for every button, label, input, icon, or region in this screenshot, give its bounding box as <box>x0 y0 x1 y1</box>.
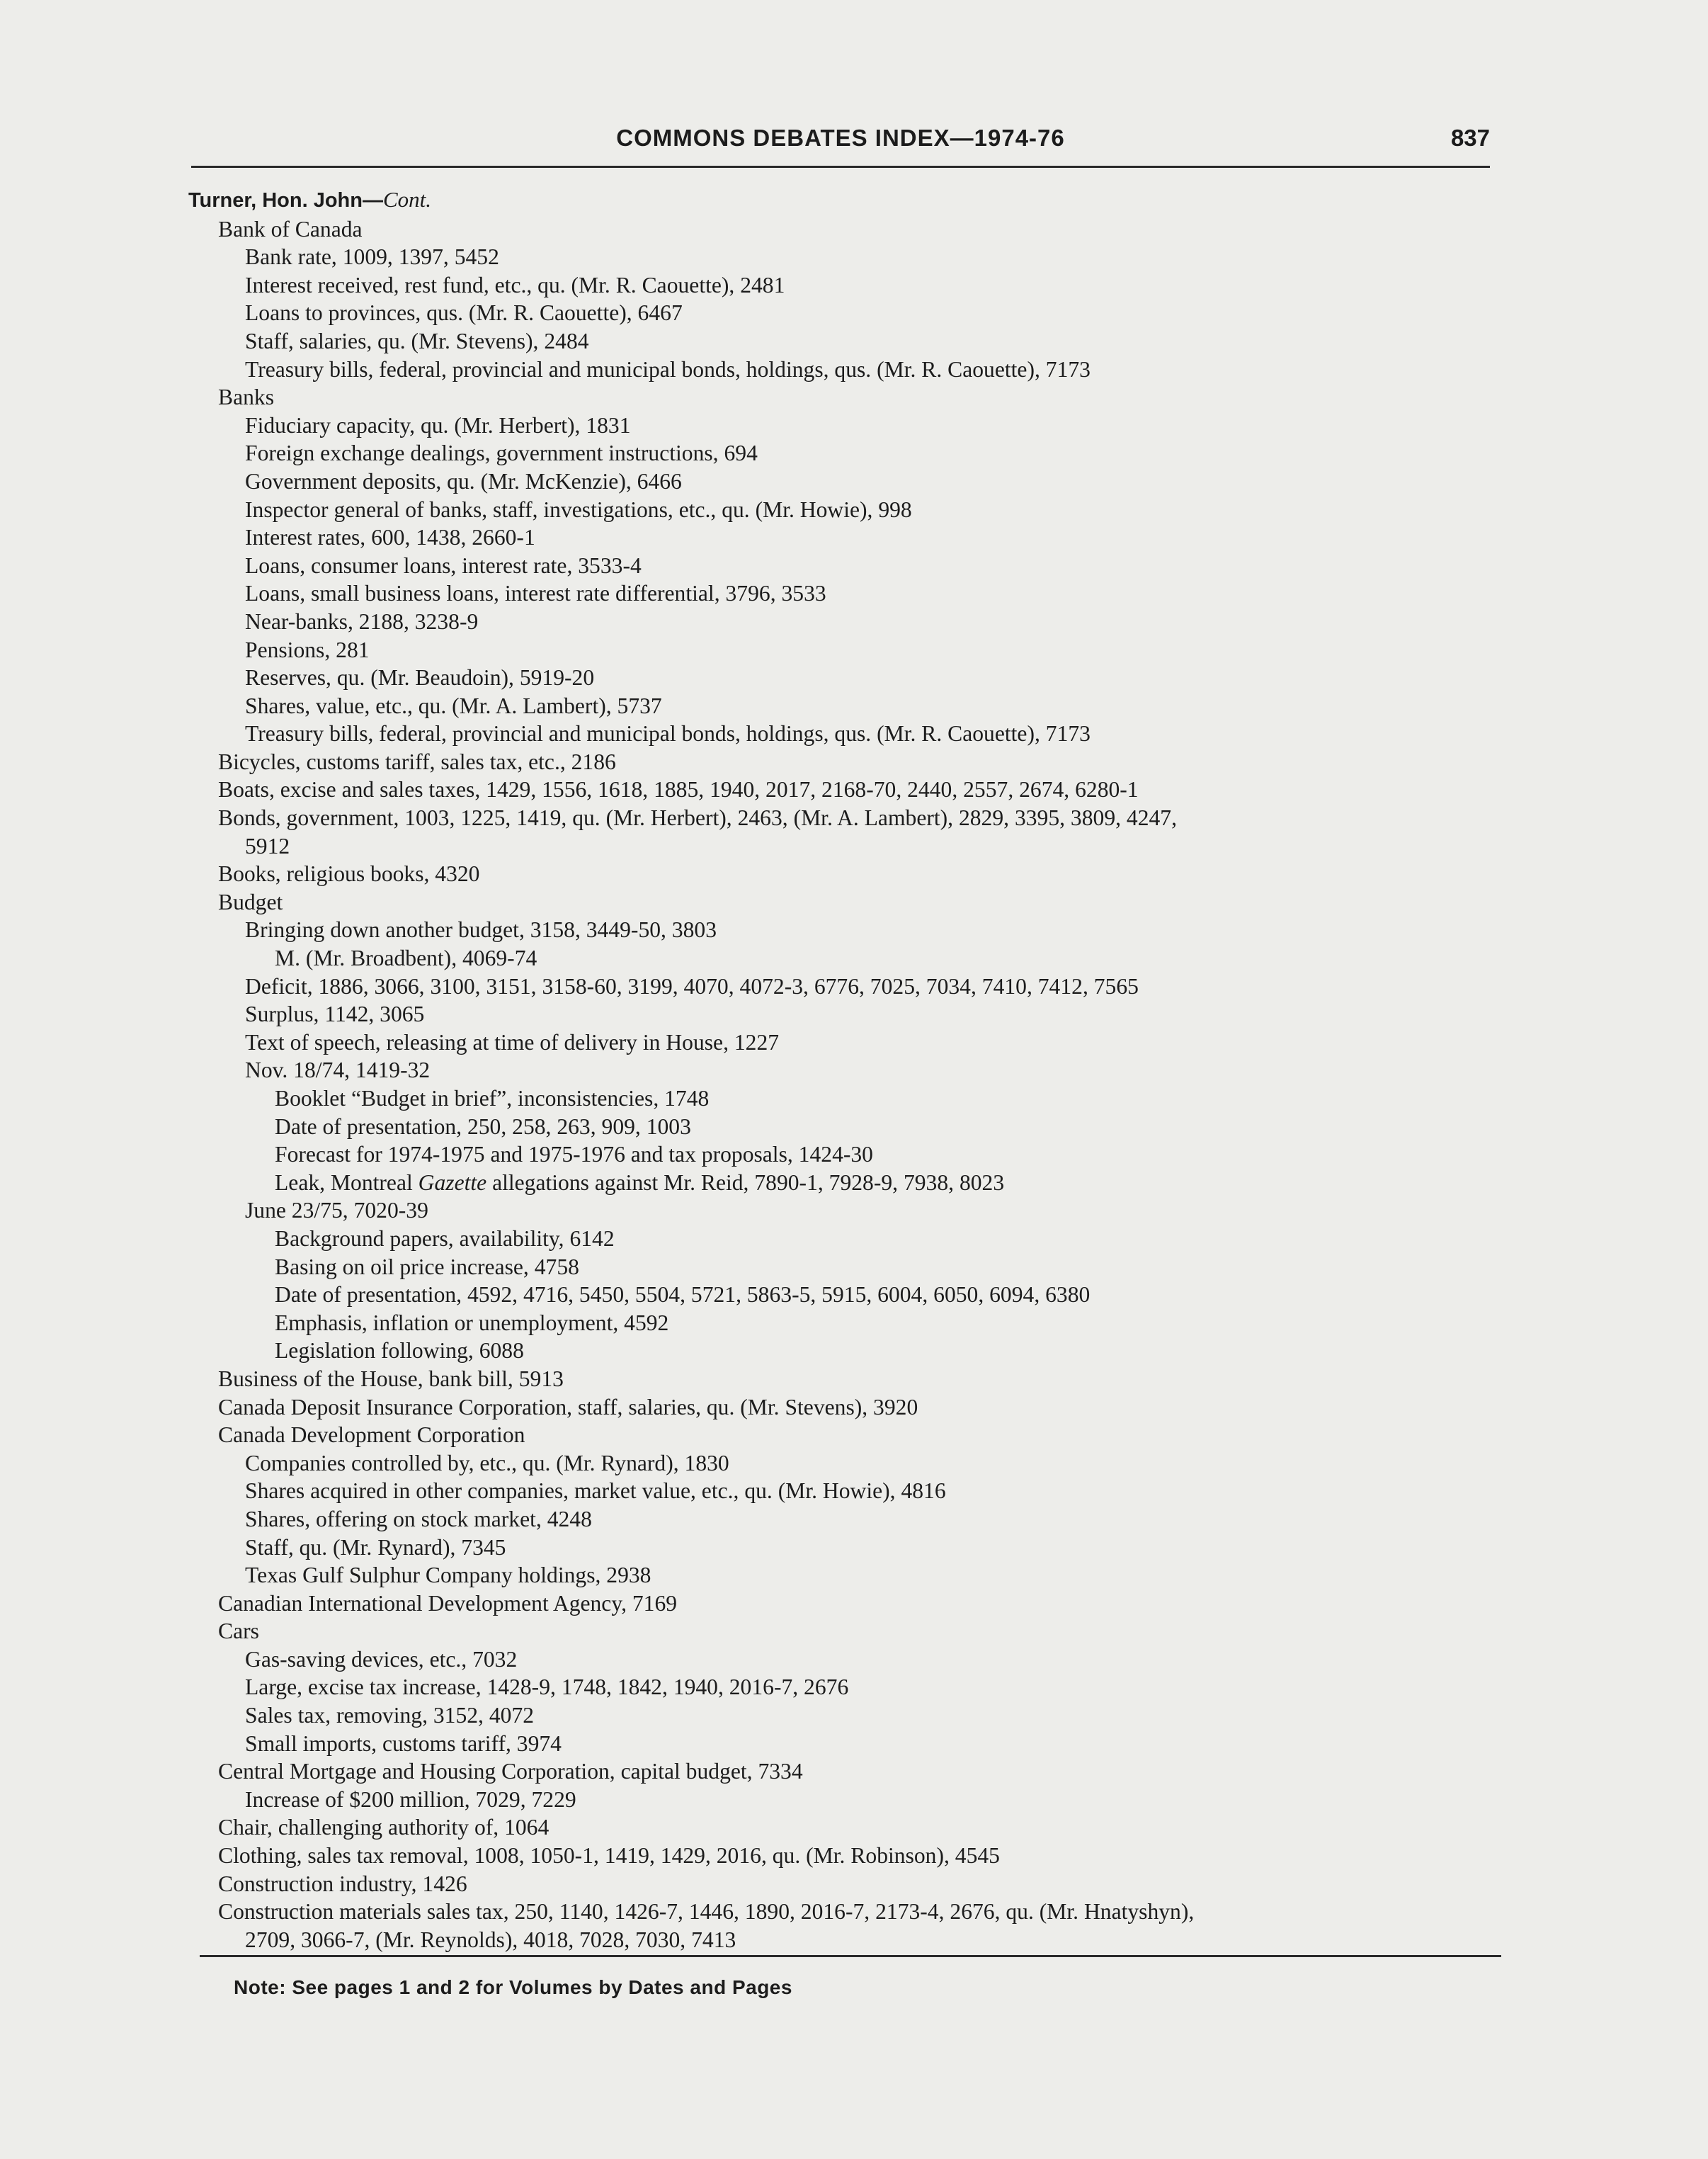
header-rule <box>191 166 1490 168</box>
index-entry: Deficit, 1886, 3066, 3100, 3151, 3158-60, 3199, 4070, 4072-3, 6776, 7025, 7034, 7410, 7412, 7565 <box>245 973 1139 999</box>
index-entry: Sales tax, removing, 3152, 4072 <box>245 1703 535 1728</box>
index-entry: M. (Mr. Broadbent), 4069-74 <box>275 946 537 971</box>
heading-name: Turner, Hon. John— <box>188 189 383 212</box>
entry-text: Leak, Montreal <box>275 1169 419 1195</box>
index-entry: Nov. 18/74, 1419-32 <box>245 1058 431 1083</box>
index-entry: Boats, excise and sales taxes, 1429, 1556, 1618, 1885, 1940, 2017, 2168-70, 2440, 2557, 2674, 6280-1 <box>218 777 1139 803</box>
index-entry: Emphasis, inflation or unemployment, 4592 <box>275 1310 669 1335</box>
index-entry: Shares, value, etc., qu. (Mr. A. Lambert), 5737 <box>245 693 662 718</box>
index-body <box>188 186 1498 1956</box>
index-entry: Shares acquired in other companies, market value, etc., qu. (Mr. Howie), 4816 <box>245 1478 946 1504</box>
index-entry: Canada Development Corporation <box>218 1422 525 1448</box>
index-entry: Date of presentation, 250, 258, 263, 909, 1003 <box>275 1114 691 1139</box>
index-entry: Gas-saving devices, etc., 7032 <box>245 1646 518 1672</box>
index-entry: Legislation following, 6088 <box>275 1338 524 1364</box>
index-entry: Pensions, 281 <box>245 637 370 662</box>
index-entry: Government deposits, qu. (Mr. McKenzie), 6466 <box>245 468 682 494</box>
index-entry: Canada Deposit Insurance Corporation, staff, salaries, qu. (Mr. Stevens), 3920 <box>218 1394 918 1420</box>
index-entry: June 23/75, 7020-39 <box>245 1198 428 1223</box>
index-entry: Business of the House, bank bill, 5913 <box>218 1366 564 1391</box>
index-entry: Staff, salaries, qu. (Mr. Stevens), 2484 <box>245 328 589 353</box>
index-entry: Loans, small business loans, interest rate differential, 3796, 3533 <box>245 581 826 606</box>
index-entry: Near-banks, 2188, 3238-9 <box>245 608 479 634</box>
entry-text: allegations against Mr. Reid, 7890-1, 7928-9, 7938, 8023 <box>486 1169 1005 1195</box>
index-entry: Increase of $200 million, 7029, 7229 <box>245 1786 576 1812</box>
index-entry: Loans, consumer loans, interest rate, 3533-4 <box>245 552 642 578</box>
index-entry: Foreign exchange dealings, government instructions, 694 <box>245 441 758 466</box>
index-entry: Interest rates, 600, 1438, 2660-1 <box>245 525 535 550</box>
index-entry: Bank of Canada <box>218 216 363 242</box>
index-entry: Chair, challenging authority of, 1064 <box>218 1815 550 1840</box>
index-entry: Bringing down another budget, 3158, 3449-50, 3803 <box>245 917 717 943</box>
index-entry: Large, excise tax increase, 1428-9, 1748, 1842, 1940, 2016-7, 2676 <box>245 1674 849 1700</box>
index-entry: Background papers, availability, 6142 <box>275 1225 615 1251</box>
index-entry: Text of speech, releasing at time of delivery in House, 1227 <box>245 1029 780 1055</box>
index-entry: Surplus, 1142, 3065 <box>245 1002 425 1027</box>
index-entry: Central Mortgage and Housing Corporation, capital budget, 7334 <box>218 1759 803 1784</box>
page-header <box>191 122 1490 171</box>
index-entry: 5912 <box>245 833 290 858</box>
index-entry: Booklet “Budget in brief”, inconsistencies, 1748 <box>275 1086 710 1111</box>
index-entry: Staff, qu. (Mr. Rynard), 7345 <box>245 1534 506 1560</box>
index-entry: Canadian International Development Agency, 7169 <box>218 1590 678 1616</box>
index-entry: Shares, offering on stock market, 4248 <box>245 1506 592 1531</box>
footer-note: Note: See pages 1 and 2 for Volumes by Dates and Pages <box>234 1976 792 1998</box>
index-entry: Small imports, customs tariff, 3974 <box>245 1730 562 1756</box>
index-entry: Budget <box>218 889 283 914</box>
index-entry: Bicycles, customs tariff, sales tax, etc., 2186 <box>218 749 616 774</box>
index-entry: Treasury bills, federal, provincial and municipal bonds, holdings, qus. (Mr. R. Caouette), 7173 <box>245 356 1091 382</box>
index-entry: Date of presentation, 4592, 4716, 5450, 5504, 5721, 5863-5, 5915, 6004, 6050, 6094, 6380 <box>275 1282 1091 1308</box>
index-entry: Bonds, government, 1003, 1225, 1419, qu. (Mr. Herbert), 2463, (Mr. A. Lambert), 2829, 3395, 3809, 4247, <box>218 805 1177 831</box>
index-entry: Books, religious books, 4320 <box>218 861 480 887</box>
index-entry: Fiduciary capacity, qu. (Mr. Herbert), 1831 <box>245 412 631 438</box>
index-entry: Clothing, sales tax removal, 1008, 1050-1, 1419, 1429, 2016, qu. (Mr. Robinson), 4545 <box>218 1843 1000 1869</box>
index-entry: Bank rate, 1009, 1397, 5452 <box>245 244 499 270</box>
running-title: COMMONS DEBATES INDEX—1974-76 <box>616 125 1065 151</box>
index-entry: Banks <box>218 385 274 410</box>
index-entry: Interest received, rest fund, etc., qu. (Mr. R. Caouette), 2481 <box>245 272 785 298</box>
index-entry: Texas Gulf Sulphur Company holdings, 2938 <box>245 1563 651 1588</box>
index-entry: Loans to provinces, qus. (Mr. R. Caouette), 6467 <box>245 300 683 326</box>
index-entry: Forecast for 1974-1975 and 1975-1976 and tax proposals, 1424-30 <box>275 1142 873 1167</box>
index-entry: Cars <box>218 1619 259 1644</box>
index-entry <box>188 1169 1498 1197</box>
index-entry: Companies controlled by, etc., qu. (Mr. Rynard), 1830 <box>245 1450 729 1475</box>
index-entry: Construction materials sales tax, 250, 1140, 1426-7, 1446, 1890, 2016-7, 2173-4, 2676, qu. (Mr. Hnatyshyn), <box>218 1899 1195 1925</box>
index-entry: Reserves, qu. (Mr. Beaudoin), 5919-20 <box>245 665 595 691</box>
entry-italic-text: Gazette <box>418 1169 487 1195</box>
index-entry: Construction industry, 1426 <box>218 1871 467 1896</box>
index-entry: Inspector general of banks, staff, investigations, etc., qu. (Mr. Howie), 998 <box>245 497 912 522</box>
page-number: 837 <box>1450 125 1490 151</box>
index-heading <box>188 186 1498 215</box>
footer-rule <box>200 1955 1501 1957</box>
index-entry: 2709, 3066-7, (Mr. Reynolds), 4018, 7028, 7030, 7413 <box>245 1927 736 1952</box>
heading-cont: Cont. <box>382 187 432 212</box>
index-entry: Treasury bills, federal, provincial and municipal bonds, holdings, qus. (Mr. R. Caouette), 7173 <box>245 721 1091 747</box>
index-entry: Basing on oil price increase, 4758 <box>275 1254 579 1279</box>
